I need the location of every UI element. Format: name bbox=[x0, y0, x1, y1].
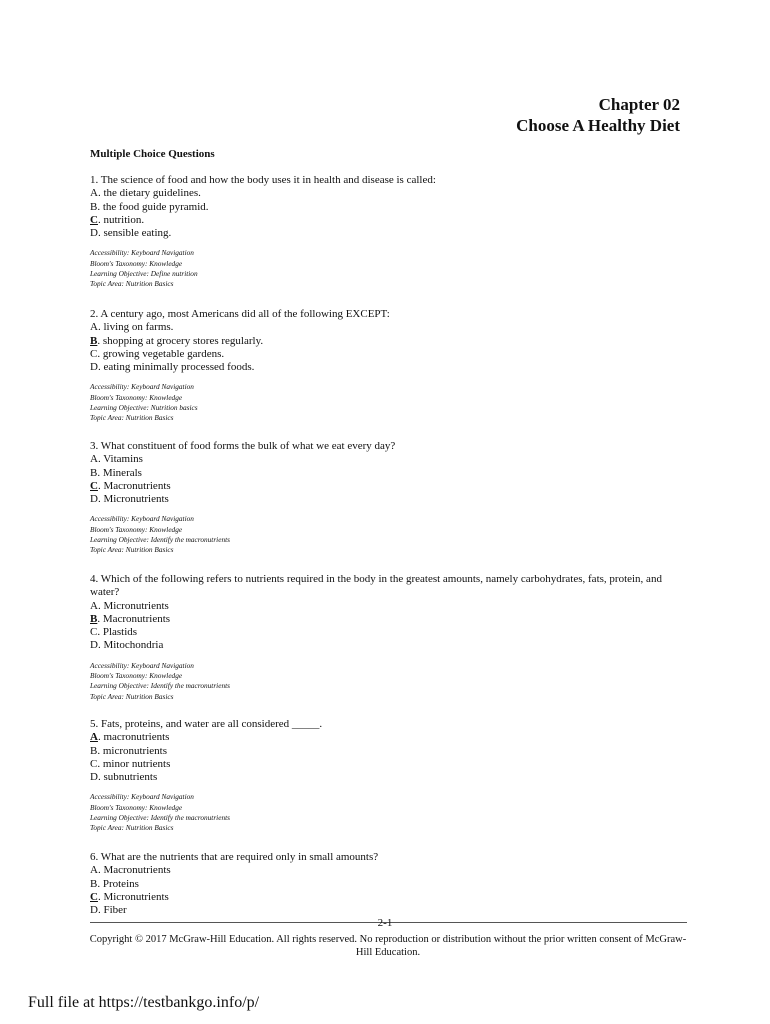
option-letter: C bbox=[90, 757, 98, 770]
option-text: Mitochondria bbox=[103, 639, 164, 652]
answer-option-b: B. micronutrients bbox=[90, 744, 167, 757]
answer-option-a: A. Vitamins bbox=[90, 453, 143, 466]
option-letter: D bbox=[90, 227, 98, 240]
meta-accessibility: Accessibility: Keyboard Navigation bbox=[90, 660, 194, 670]
option-text: Micronutrients bbox=[103, 599, 169, 612]
option-letter: A bbox=[90, 321, 98, 334]
answer-option-d: D. eating minimally processed foods. bbox=[90, 361, 255, 374]
answer-option-d: D. sensible eating. bbox=[90, 227, 172, 240]
answer-option-b: B. Proteins bbox=[90, 877, 139, 890]
option-text: Proteins bbox=[102, 877, 139, 890]
answer-option-d: D. Micronutrients bbox=[90, 493, 169, 506]
option-text: growing vegetable gardens. bbox=[102, 347, 225, 360]
question-metadata bbox=[90, 248, 690, 289]
answer-option-a: A. Micronutrients bbox=[90, 599, 169, 612]
answer-option-a: A. Macronutrients bbox=[90, 864, 171, 877]
option-letter: D bbox=[90, 361, 98, 374]
answer-option-b-correct: B. Macronutrients bbox=[90, 612, 171, 625]
option-letter: B bbox=[90, 466, 98, 479]
answer-option-c: C. growing vegetable gardens. bbox=[90, 347, 225, 360]
correct-option-letter: C bbox=[90, 213, 98, 226]
option-text: shopping at grocery stores regularly. bbox=[102, 334, 264, 347]
question-metadata bbox=[90, 514, 690, 555]
question-prompt: 1. The science of food and how the body uses it in health and disease is called: bbox=[90, 174, 436, 186]
question-prompt: 5. Fats, proteins, and water are all considered _____. bbox=[90, 718, 323, 730]
option-letter: C bbox=[90, 626, 98, 639]
answer-option-d: D. subnutrients bbox=[90, 771, 158, 784]
question-5 bbox=[90, 718, 690, 834]
full-file-link-text: Full file at https://testbankgo.info/p/ bbox=[28, 994, 260, 1011]
answer-option-c-correct: C. Micronutrients bbox=[90, 890, 169, 903]
chapter-title: Choose A Healthy Diet bbox=[516, 116, 680, 135]
meta-learning-objective: Learning Objective: Define nutrition bbox=[90, 269, 198, 279]
meta-accessibility: Accessibility: Keyboard Navigation bbox=[90, 514, 194, 524]
option-letter: A bbox=[90, 864, 98, 877]
question-4 bbox=[90, 573, 690, 702]
option-letter: A bbox=[90, 599, 98, 612]
page-number: 2-1 bbox=[377, 917, 393, 929]
meta-topic-area: Topic Area: Nutrition Basics bbox=[90, 823, 174, 833]
option-letter: B bbox=[90, 744, 98, 757]
question-metadata bbox=[90, 382, 690, 423]
meta-topic-area: Topic Area: Nutrition Basics bbox=[90, 691, 174, 701]
meta-blooms: Bloom's Taxonomy: Knowledge bbox=[90, 258, 183, 268]
option-text: macronutrients bbox=[103, 731, 170, 744]
answer-option-c: C. Plastids bbox=[90, 626, 138, 639]
question-prompt: 2. A century ago, most Americans did all of the following EXCEPT: bbox=[90, 308, 390, 320]
option-letter: D bbox=[90, 771, 98, 784]
option-text: Plastids bbox=[102, 626, 138, 639]
option-text: Macronutrients bbox=[102, 612, 171, 625]
option-letter: D bbox=[90, 639, 98, 652]
option-text: Micronutrients bbox=[103, 493, 169, 506]
option-text: micronutrients bbox=[102, 744, 167, 757]
correct-option-letter: C bbox=[90, 479, 98, 492]
copyright-notice: Copyright © 2017 McGraw-Hill Education. All rights reserved. No reproduction or distribution without the prior written consent of McGraw-Hill Education. bbox=[89, 934, 687, 958]
option-text: minor nutrients bbox=[102, 757, 171, 770]
option-letter: B bbox=[90, 877, 98, 890]
option-text: Macronutrients bbox=[103, 479, 171, 492]
meta-blooms: Bloom's Taxonomy: Knowledge bbox=[90, 524, 183, 534]
answer-option-c-correct: C. Macronutrients bbox=[90, 479, 171, 492]
question-metadata bbox=[90, 661, 690, 702]
meta-learning-objective: Learning Objective: Identify the macronutrients bbox=[90, 813, 230, 823]
answer-option-b: B. Minerals bbox=[90, 466, 142, 479]
correct-option-letter: B bbox=[90, 334, 98, 347]
chapter-number: Chapter 02 bbox=[598, 95, 680, 114]
option-text: Vitamins bbox=[103, 453, 143, 466]
question-metadata bbox=[90, 792, 690, 833]
meta-learning-objective: Learning Objective: Nutrition basics bbox=[90, 403, 198, 413]
meta-topic-area: Topic Area: Nutrition Basics bbox=[90, 545, 174, 555]
question-6 bbox=[90, 851, 690, 917]
meta-blooms: Bloom's Taxonomy: Knowledge bbox=[90, 671, 183, 681]
meta-blooms: Bloom's Taxonomy: Knowledge bbox=[90, 392, 183, 402]
question-prompt: 6. What are the nutrients that are required only in small amounts? bbox=[90, 851, 379, 863]
question-2 bbox=[90, 308, 690, 424]
option-text: Micronutrients bbox=[103, 890, 169, 903]
correct-option-letter: C bbox=[90, 890, 98, 903]
option-text: nutrition. bbox=[103, 213, 145, 226]
option-letter: D bbox=[90, 493, 98, 506]
answer-option-c-correct: C. nutrition. bbox=[90, 213, 145, 226]
meta-accessibility: Accessibility: Keyboard Navigation bbox=[90, 248, 194, 258]
answer-option-b: B. the food guide pyramid. bbox=[90, 200, 209, 213]
chapter-heading bbox=[516, 94, 680, 136]
question-prompt: 4. Which of the following refers to nutrients required in the body in the greatest amounts, namely carbohydrates, fats, protein, and water? bbox=[90, 573, 662, 599]
section-title: Multiple Choice Questions bbox=[90, 148, 215, 160]
option-letter: A bbox=[90, 453, 98, 466]
option-text: the food guide pyramid. bbox=[102, 200, 209, 213]
answer-option-a: A. the dietary guidelines. bbox=[90, 187, 201, 200]
meta-topic-area: Topic Area: Nutrition Basics bbox=[90, 413, 174, 423]
option-letter: B bbox=[90, 200, 98, 213]
option-text: Fiber bbox=[103, 904, 127, 917]
option-text: Macronutrients bbox=[103, 864, 171, 877]
question-3 bbox=[90, 440, 690, 556]
meta-learning-objective: Learning Objective: Identify the macronutrients bbox=[90, 535, 230, 545]
meta-accessibility: Accessibility: Keyboard Navigation bbox=[90, 382, 194, 392]
answer-option-d: D. Fiber bbox=[90, 904, 127, 917]
meta-accessibility: Accessibility: Keyboard Navigation bbox=[90, 792, 194, 802]
answer-option-b-correct: B. shopping at grocery stores regularly. bbox=[90, 334, 264, 347]
question-prompt: 3. What constituent of food forms the bulk of what we eat every day? bbox=[90, 440, 396, 452]
correct-option-letter: A bbox=[90, 731, 98, 744]
option-text: eating minimally processed foods. bbox=[103, 361, 255, 374]
option-letter: D bbox=[90, 904, 98, 917]
option-text: the dietary guidelines. bbox=[103, 187, 201, 200]
option-letter: A bbox=[90, 187, 98, 200]
answer-option-a-correct: A. macronutrients bbox=[90, 731, 170, 744]
meta-blooms: Bloom's Taxonomy: Knowledge bbox=[90, 802, 183, 812]
option-text: living on farms. bbox=[103, 321, 174, 334]
question-1 bbox=[90, 174, 690, 290]
option-text: sensible eating. bbox=[103, 227, 172, 240]
answer-option-c: C. minor nutrients bbox=[90, 757, 171, 770]
answer-option-d: D. Mitochondria bbox=[90, 639, 164, 652]
meta-learning-objective: Learning Objective: Identify the macronutrients bbox=[90, 681, 230, 691]
correct-option-letter: B bbox=[90, 612, 98, 625]
option-text: Minerals bbox=[102, 466, 142, 479]
meta-topic-area: Topic Area: Nutrition Basics bbox=[90, 279, 174, 289]
option-text: subnutrients bbox=[103, 771, 158, 784]
answer-option-a: A. living on farms. bbox=[90, 321, 174, 334]
option-letter: C bbox=[90, 347, 98, 360]
